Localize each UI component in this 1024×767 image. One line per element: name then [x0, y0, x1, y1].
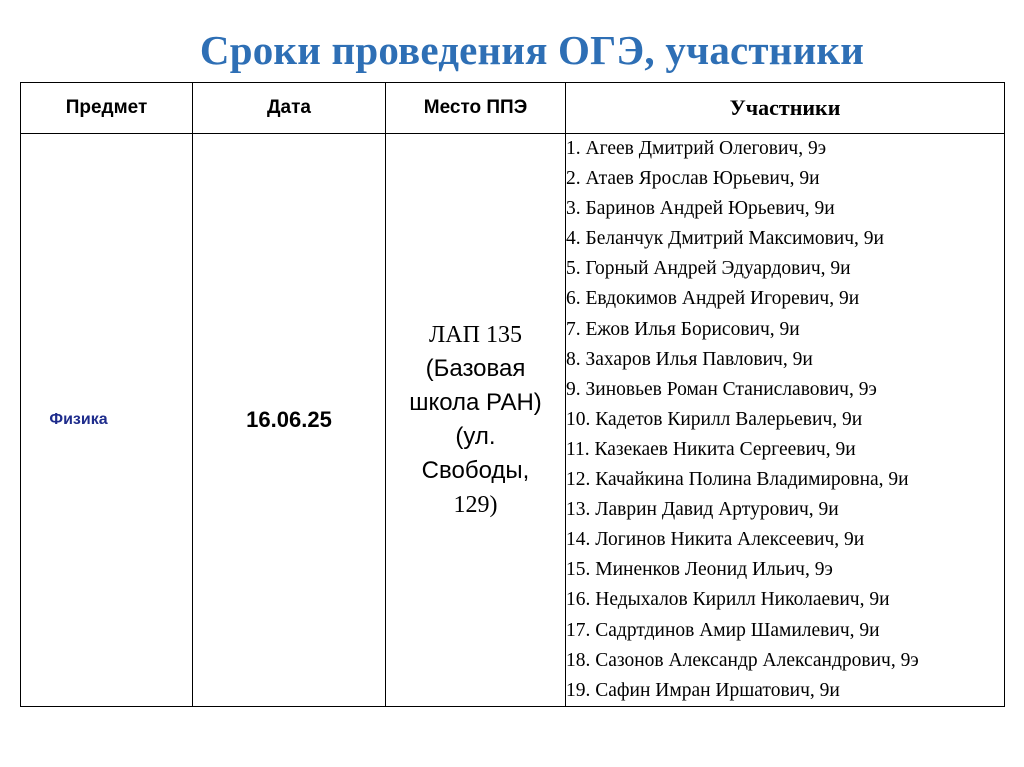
table-header-row: [21, 83, 1005, 134]
place-line: (ул.: [455, 423, 496, 450]
list-item: 13. Лаврин Давид Артурович, 9и: [566, 499, 839, 521]
list-item: 9. Зиновьев Роман Станиславович, 9э: [566, 378, 877, 400]
page-title: Сроки проведения ОГЭ, участники: [199, 27, 865, 73]
place-cell: [386, 134, 566, 707]
list-item: 19. Сафин Имран Иршатович, 9и: [566, 679, 840, 701]
list-item: 11. Казекаев Никита Сергеевич, 9и: [566, 438, 856, 460]
header-place: Место ППЭ: [386, 83, 566, 134]
subject-cell: [21, 134, 193, 707]
list-item: 4. Беланчук Дмитрий Максимович, 9и: [566, 228, 884, 250]
place-line: (Базовая: [425, 355, 526, 382]
list-item: 12. Качайкина Полина Владимировна, 9и: [566, 469, 909, 491]
list-item: 5. Горный Андрей Эдуардович, 9и: [566, 258, 851, 280]
table-row: [21, 134, 1005, 707]
subject-value: Физика: [49, 411, 108, 428]
list-item: 10. Кадетов Кирилл Валерьевич, 9и: [566, 408, 863, 430]
exam-schedule-table: [20, 82, 1005, 707]
list-item: 18. Сазонов Александр Александрович, 9э: [566, 649, 919, 671]
place-line: ЛАП 135: [429, 322, 522, 348]
place-line: Свободы,: [421, 457, 530, 484]
date-cell: 16.06.25: [193, 134, 386, 707]
list-item: 6. Евдокимов Андрей Игоревич, 9и: [566, 288, 860, 310]
header-subject: Предмет: [21, 83, 193, 134]
list-item: 2. Атаев Ярослав Юрьевич, 9и: [566, 168, 820, 190]
place-line: 129): [453, 492, 498, 518]
list-item: 8. Захаров Илья Павлович, 9и: [566, 348, 813, 370]
header-date: Дата: [193, 83, 386, 134]
participants-cell: [566, 134, 1005, 707]
header-participants: Участники: [566, 83, 1005, 134]
participants-list: [566, 134, 1004, 706]
list-item: 3. Баринов Андрей Юрьевич, 9и: [566, 198, 835, 220]
list-item: 7. Ежов Илья Борисович, 9и: [566, 318, 800, 340]
list-item: 1. Агеев Дмитрий Олегович, 9э: [566, 138, 827, 159]
list-item: 15. Миненков Леонид Ильич, 9э: [566, 559, 833, 581]
place-line: школа РАН): [409, 389, 542, 416]
list-item: 17. Садртдинов Амир Шамилевич, 9и: [566, 619, 880, 641]
list-item: 14. Логинов Никита Алексеевич, 9и: [566, 529, 865, 551]
list-item: 16. Недыхалов Кирилл Николаевич, 9и: [566, 589, 890, 611]
